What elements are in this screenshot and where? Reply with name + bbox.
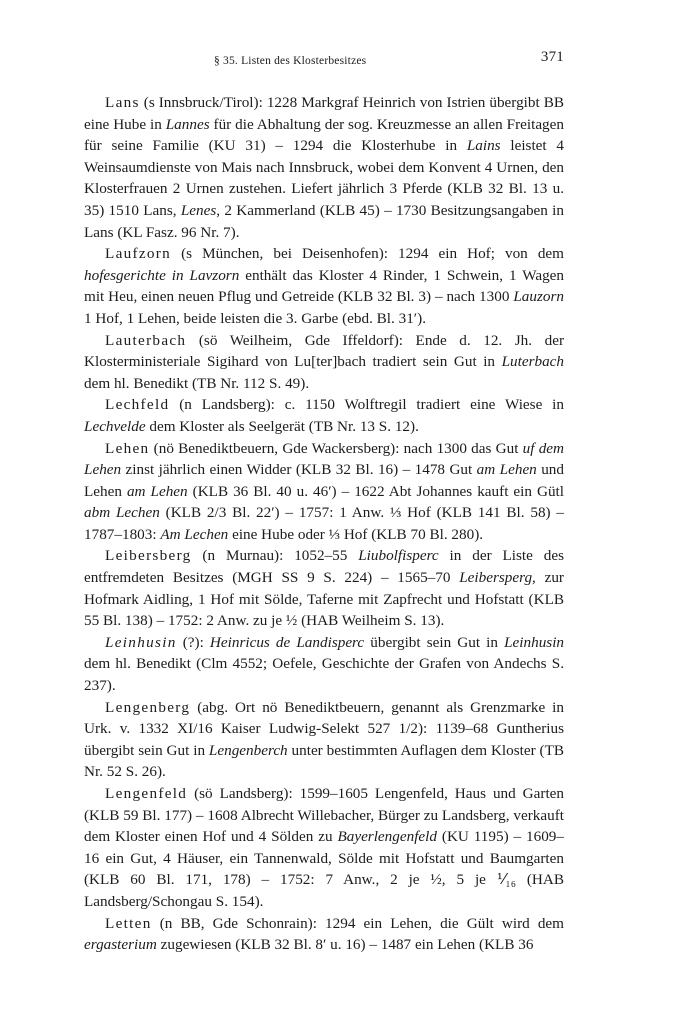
entry-text: zur Hofmark Aidling, 1 Hof mit Sölde, Taferne mit Zapfrecht und Hofstatt (KLB 55 Bl. 138) – 1752: 2 Anw. zu je ½ (HAB Weilheim S. 13). <box>84 569 564 630</box>
entry-text: zugewiesen (KLB 32 Bl. 8′ u. 16) – 1487 ein Lehen (KLB 36 <box>156 936 534 954</box>
entry-text: (n BB, Gde Schonrain): 1294 ein Lehen, die Gült wird dem <box>151 914 564 932</box>
entry-text: (n Murnau): 1052–55 <box>191 547 359 565</box>
source-form: Lengenberch <box>208 741 288 759</box>
source-form: uf dem Lehen <box>84 439 564 479</box>
source-form: Lauzorn <box>513 288 564 306</box>
entry-text: enthält das Kloster 4 Rinder, 1 Schwein, 1 Wagen mit Heu, einen neuen Pflug und Getreide (KLB 32 Bl. 3) – nach 1300 <box>84 266 565 306</box>
place-name: Lengenberg <box>105 698 191 716</box>
entry-paragraph <box>84 783 564 913</box>
entry-paragraph <box>84 632 564 697</box>
entry-text: (?): <box>176 633 210 651</box>
entry-paragraph <box>84 545 564 631</box>
source-form: Lannes <box>165 115 210 133</box>
running-head-title: § 35. Listen des Klosterbesitzes <box>214 55 367 67</box>
entry-text: (sö Weilheim, Gde Iffeldorf): Ende d. 12. Jh. der Klosterministeriale Sigihard von Lu[ter]bach tradiert sein Gut in <box>84 331 564 371</box>
source-form: ergasterium <box>84 936 157 954</box>
source-form: Heinricus de Landisperc <box>209 633 365 651</box>
source-form: Lechvelde <box>84 417 146 435</box>
entry-paragraph <box>84 394 564 437</box>
entry-text: unter bestimmten Auflagen dem Kloster (TB Nr. 52 S. 26). <box>84 741 564 781</box>
entry-paragraph <box>84 697 564 783</box>
entry-text: leistet 4 Weinsaumdienste von Mais nach Innsbruck, wobei dem Konvent 4 Urnen, den Klosterfrauen 2 Urnen zustehen. Liefert jährlich 3 Pferde (KLB 32 Bl. 13 u. 35) 1510 Lans, <box>84 137 564 219</box>
entry-text: für die Abhaltung der sog. Kreuzmesse an allen Freitagen für seine Familie (KU 31) – 1294 die Klosterhube in <box>84 115 564 155</box>
source-form: am Lehen <box>476 461 537 479</box>
place-name: Lans <box>105 94 140 111</box>
source-form: hofesgerichte in Lavzorn <box>84 266 240 284</box>
page-number: 371 <box>540 49 564 65</box>
entry-text: dem hl. Benedikt (Clm 4552; Oefele, Geschichte der Grafen von Andechs S. 237). <box>84 655 564 695</box>
source-form: Leibersperg, <box>459 569 536 587</box>
entry-text: zinst jährlich einen Widder (KLB 32 Bl. 16) – 1478 Gut <box>121 461 477 479</box>
place-name: Leibersberg <box>105 547 192 565</box>
entry-text: (s München, bei Deisenhofen): 1294 ein Hof; von dem <box>171 245 564 263</box>
place-name: Leinhusin <box>105 633 177 651</box>
source-form: Bayerlengenfeld <box>337 828 437 846</box>
source-form: Liubolfisperc <box>358 547 439 565</box>
entry-text: (n Landsberg): c. 1150 Wolftregil tradiert eine Wiese in <box>169 396 564 414</box>
place-name: Lechfeld <box>105 396 170 414</box>
entry-paragraph <box>84 330 564 395</box>
place-name: Lehen <box>105 439 150 457</box>
entry-text: (nö Benediktbeuern, Gde Wackersberg): nach 1300 das Gut <box>149 439 523 457</box>
entry-text: 1 Hof, 1 Lehen, beide leisten die 3. Garbe (ebd. Bl. 31′). <box>84 309 426 327</box>
entry-text: (KLB 2/3 Bl. 22′) – 1757: 1 Anw. ⅓ Hof (KLB 141 Bl. 58) – 1787–1803: <box>84 504 565 543</box>
source-form: Am Lechen <box>160 525 229 543</box>
source-form: Lenes <box>180 201 217 219</box>
entry-text: in der Liste des entfremdeten Besitzes (MGH SS 9 S. 224) – 1565–70 <box>84 547 564 587</box>
entry-text: (abg. Ort nö Benediktbeuern, genannt als Grenzmarke in Urk. v. 1332 XI/16 Kaiser Ludwig-Selekt 527 1/2): 1139–68 Guntherius übergibt sein Gut in <box>84 698 564 759</box>
entry-paragraph <box>84 243 564 329</box>
source-form: am Lehen <box>126 482 188 500</box>
place-name: Letten <box>105 914 152 932</box>
source-form: Leinhusin <box>504 633 565 651</box>
entry-paragraph <box>84 92 564 243</box>
entry-text: (KU 1195) – 1609–16 ein Gut, 4 Häuser, ein Tannenwald, Sölde mit Hofstatt und Baumgarten (KLB 60 Bl. 171, 178) – 1752: 7 Anw., 2 je ½, 5 je ⅟₁₆ (HAB Landsberg/Schongau S. 154). <box>84 828 564 910</box>
source-form: abm Lechen <box>84 504 160 522</box>
entry-text: (KLB 36 Bl. 40 u. 46′) – 1622 Abt Johannes kauft ein Gütl <box>187 482 564 500</box>
place-name: Lengenfeld <box>105 785 188 802</box>
place-name: Lauterbach <box>105 331 187 349</box>
source-form: Luterbach <box>501 353 564 371</box>
entry-text: dem hl. Benedikt (TB Nr. 112 S. 49). <box>84 374 310 392</box>
entry-text: und Lehen <box>84 461 564 500</box>
entry-text: (s Innsbruck/Tirol): 1228 Markgraf Heinrich von Istrien übergibt BB eine Hube in <box>84 94 564 133</box>
entry-text: dem Kloster als Seelgerät (TB Nr. 13 S. 12). <box>145 417 419 435</box>
entry-text: eine Hube oder ⅓ Hof (KLB 70 Bl. 280). <box>228 525 484 543</box>
source-form: Lains <box>466 137 501 155</box>
main-text <box>84 92 564 956</box>
entry-paragraph <box>84 913 564 956</box>
place-name: Laufzorn <box>105 245 172 263</box>
entry-text: (sö Landsberg): 1599–1605 Lengenfeld, Haus und Garten (KLB 59 Bl. 177) – 1608 Albrecht Willebacher, Bürger zu Landsberg, verkauft dem Kloster einen Hof und 4 Sölden zu <box>84 785 564 846</box>
entry-text: übergibt sein Gut in <box>364 633 505 651</box>
entry-text: , 2 Kammerland (KLB 45) – 1730 Besitzungsangaben in Lans (KL Fasz. 96 Nr. 7). <box>84 201 564 241</box>
entry-paragraph <box>84 438 564 546</box>
